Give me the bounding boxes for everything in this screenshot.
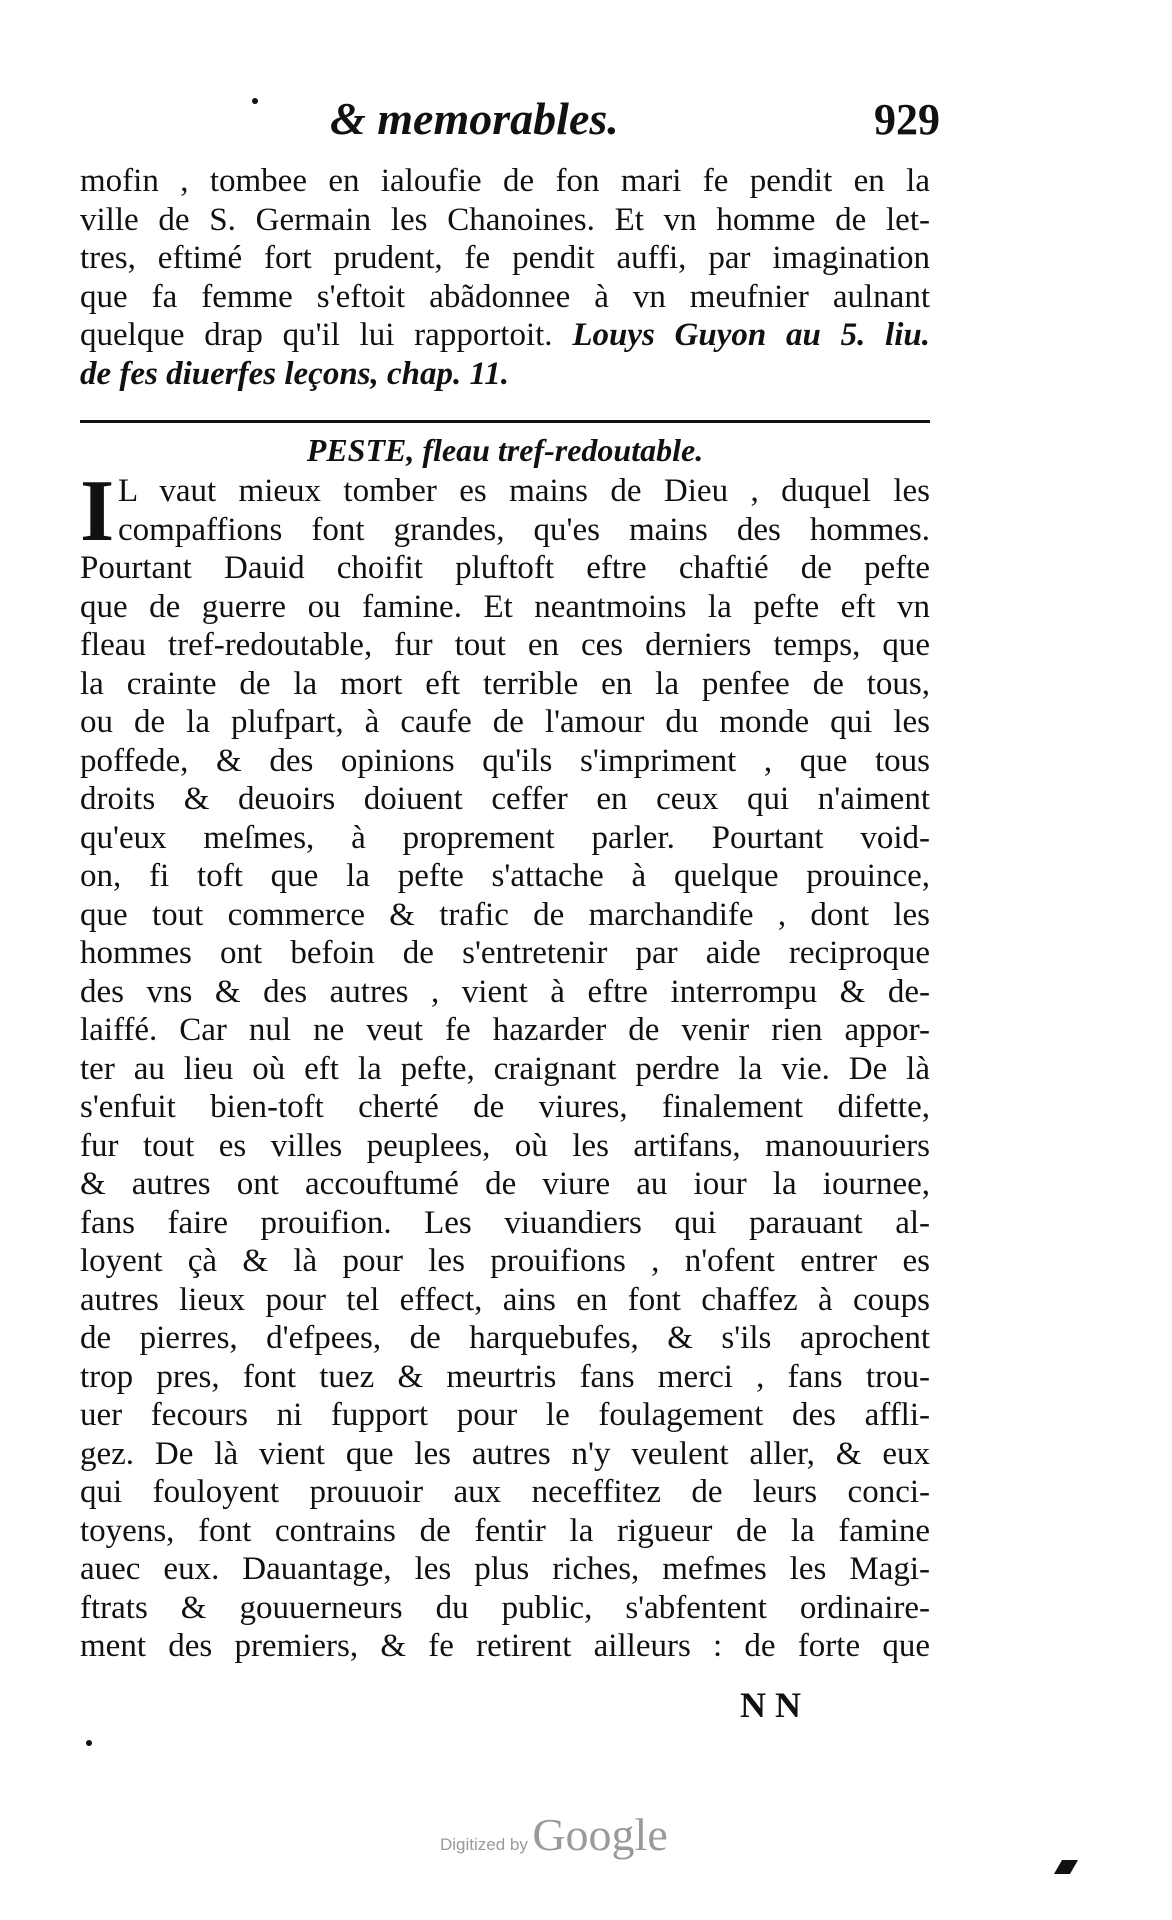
watermark-prefix: Digitized by bbox=[440, 1835, 528, 1854]
text-line: de pierres, d'efpees, de harquebufes, & s'ils aprochent bbox=[80, 1320, 930, 1356]
text-line: gez. De là vient que les autres n'y veulent aller, & eux bbox=[80, 1435, 930, 1472]
drop-cap: I bbox=[80, 463, 115, 560]
text-line: laiffé. Car nul ne veut fe hazarder de venir rien appor- bbox=[80, 1012, 930, 1048]
text-line: droits & deuoirs doiuent ceffer en ceux qui n'aiment bbox=[80, 781, 930, 817]
text-line: tres, eftimé fort prudent, fe pendit auffi, par imagination bbox=[80, 240, 930, 276]
text-line: poffede, & des opinions qu'ils s'impriment , que tous bbox=[80, 742, 930, 779]
corner-ink-mark bbox=[1054, 1860, 1078, 1874]
running-title: & memorables. bbox=[330, 93, 619, 144]
text-line: des vns & des autres , vient à eftre interrompu & de- bbox=[80, 973, 930, 1010]
text-line: L vaut mieux tomber es mains de Dieu , duquel les bbox=[118, 473, 930, 509]
text-line: auec eux. Dauantage, les plus riches, mefmes les Magi- bbox=[80, 1551, 930, 1587]
text-line: on, fi toft que la pefte s'attache à quelque prouince, bbox=[80, 858, 930, 894]
text-line: que de guerre ou famine. Et neantmoins la pefte eft vn bbox=[80, 588, 930, 625]
text-line: ville de S. Germain les Chanoines. Et vn homme de let- bbox=[80, 201, 930, 238]
text-line: qui fouloyent prouuoir aux neceffitez de leurs conci- bbox=[80, 1474, 930, 1510]
text-line-with-citation bbox=[80, 316, 930, 355]
text-line: qu'eux meſmes, à proprement parler. Pourtant void- bbox=[80, 819, 930, 856]
text-fragment: quelque drap qu'il lui rapportoit. bbox=[80, 317, 553, 353]
text-line: compaffions font grandes, qu'es mains des hommes. bbox=[118, 511, 930, 548]
text-line: trop pres, font tuez & meurtris fans merci , fans trou- bbox=[80, 1358, 930, 1395]
text-line: ment des premiers, & fe retirent ailleurs : de forte que bbox=[80, 1628, 930, 1664]
page-number: 929 bbox=[874, 95, 940, 144]
text-line: mofin , tombee en ialoufie de fon mari fe pendit en la bbox=[80, 163, 930, 199]
text-line: fleau tref-redoutable, fur tout en ces derniers temps, que bbox=[80, 627, 930, 663]
text-line: uer fecours ni fupport pour le foulagement des affli- bbox=[80, 1397, 930, 1433]
signature-mark: N N bbox=[740, 1685, 801, 1725]
text-line: la crainte de la mort eft terrible en la penfee de tous, bbox=[80, 665, 930, 702]
ink-speck bbox=[86, 1740, 92, 1746]
text-line: autres lieux pour tel effect, ains en font chaffez à coups bbox=[80, 1281, 930, 1318]
text-line: que tout commerce & trafic de marchandife , dont les bbox=[80, 896, 930, 933]
text-line: loyent çà & là pour les prouifions , n'ofent entrer es bbox=[80, 1243, 930, 1279]
watermark-brand: Google bbox=[532, 1809, 668, 1860]
top-paragraph bbox=[80, 162, 930, 393]
text-line: ter au lieu où eft la pefte, craignant perdre la vie. De là bbox=[80, 1050, 930, 1087]
section-heading: PESTE, fleau tref-redoutable. bbox=[306, 432, 704, 468]
text-line: s'enfuit bien-toft cherté de viures, finalement difette, bbox=[80, 1089, 930, 1125]
section-body bbox=[80, 463, 930, 1666]
text-line: & autres ont accouftumé de viure au iour la iournee, bbox=[80, 1166, 930, 1202]
text-line: toyens, font contrains de fentir la rigueur de la famine bbox=[80, 1512, 930, 1549]
citation: Louys Guyon au 5. liu. bbox=[572, 317, 930, 353]
text-line: fur tout es villes peuplees, où les artifans, manouuriers bbox=[80, 1127, 930, 1164]
text-line: hommes ont befoin de s'entretenir par aide reciproque bbox=[80, 935, 930, 971]
text-line: que fa femme s'eftoit abãdonnee à vn meufnier aulnant bbox=[80, 278, 930, 315]
citation-continued: de fes diuerfes leçons, chap. 11. bbox=[80, 355, 509, 392]
text-line: Pourtant Dauid choifit pluftoft eftre chaftié de pefte bbox=[80, 550, 930, 586]
text-line: ou de la plufpart, à caufe de l'amour du monde qui les bbox=[80, 704, 930, 740]
text-line: fans faire prouifion. Les viuandiers qui parauant al- bbox=[80, 1204, 930, 1241]
digitized-watermark bbox=[440, 1808, 668, 1861]
running-header bbox=[300, 92, 940, 152]
text-line: ftrats & gouuerneurs du public, s'abfentent ordinaire- bbox=[80, 1589, 930, 1626]
ink-speck bbox=[252, 98, 258, 104]
section-divider bbox=[80, 420, 930, 423]
